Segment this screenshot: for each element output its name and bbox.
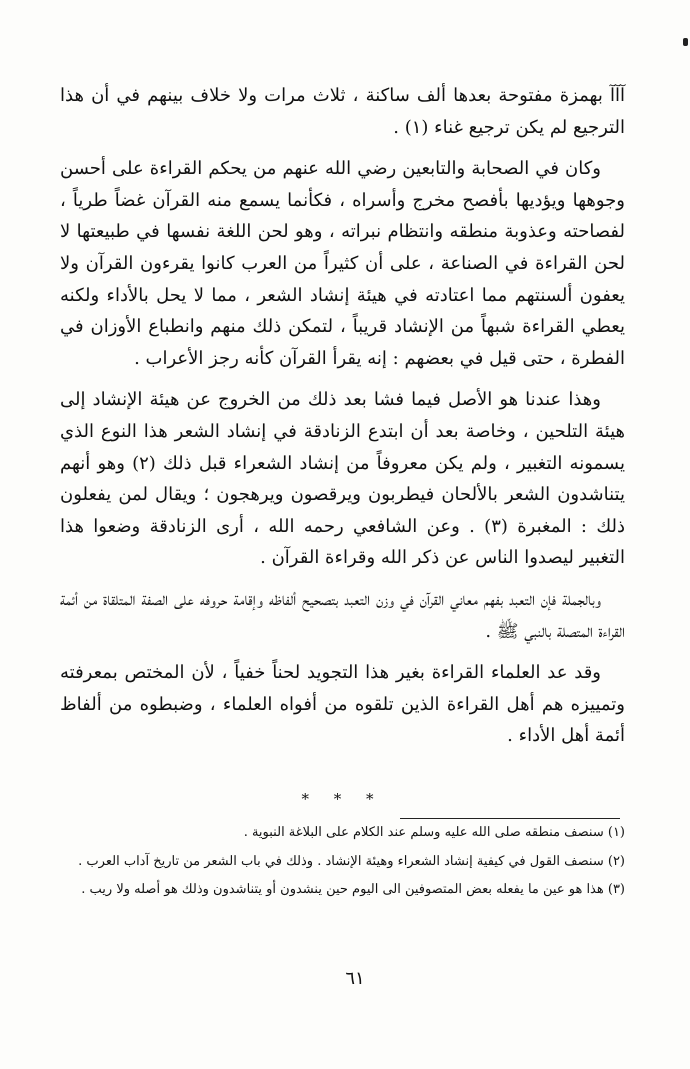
- footnote: (٣) هذا هو عين ما يفعله بعض المتصوفين الى اليوم حين ينشدون أو يتناشدون وذلك هو أصله ولا ريب .: [81, 882, 625, 897]
- paragraph: وكان في الصحابة والتابعين رضي الله عنهم من يحكم القراءة على أحسن وجوهها ويؤديها بأفصح مخرج وأسراه ، فكأنما يسمع منه القرآن غضاً طرياً ، لفصاحته وعذوبة منطقه وانتظام نبراته ، وهو لحن اللغة نفسها في طبيعتها لا لحن القراءة في الصناعة ، على أن كثيراً من العرب كانوا يقرءون القرآن ولا يعفون ألسنتهم مما اعتادته في هيئة إنشاد الشعر ، مما لا يحل بالأداء ولكنه يعطي القراءة شبهاً من الإنشاد قريباً ، لتمكن ذلك منهم وانطباع الأوزان في الفطرة ، حتى قيل في بعضهم : إنه يقرأ القرآن كأنه رجز الأعراب .: [60, 158, 625, 369]
- paragraph: وبالجملة فإن التعبد بفهم معاني القرآن في وزن التعبد بتصحيح ألفاظه وإقامة حروفه على الصفة المتلقاة من أئمة القراءة المتصلة بالنبي ﷺ .: [60, 588, 625, 642]
- footnote: (٢) سنصف القول في كيفية إنشاد الشعراء وهيئة الإنشاد . وذلك في باب الشعر من تاريخ آداب العرب .: [78, 853, 625, 869]
- footnotes: [60, 822, 625, 908]
- scan-mark: [683, 38, 688, 46]
- footnote: (١) سنصف منطقه صلى الله عليه وسلم عند الكلام على البلاغة النبوية .: [243, 825, 625, 840]
- paragraph: وقد عد العلماء القراءة بغير هذا التجويد لحناً خفياً ، لأن المختص بمعرفته وتمييزه هم أهل القراءة الذين تلقوه من أفواه العلماء ، وضبطوه من ألفاظ أئمة أهل الأداء .: [60, 662, 625, 747]
- paragraph: وهذا عندنا هو الأصل فيما فشا بعد ذلك من الخروج عن هيئة الإنشاد إلى هيئة التلحين ، وخاصة بعد أن ابتدع الزنادقة في إنشاد الشعر هذا النوع الذي يسمونه التغبير ، ولم يكن معروفاً من إنشاد الشعراء قبل ذلك (٢) وهو أنهم يتناشدون الشعر بالألحان فيطربون ويرقصون ويرهجون ؛ ويقال لمن يفعلون ذلك : المغبرة (٣) . وعن الشافعي رحمه الله ، أرى الزنادقة وضعوا هذا التغبير ليصدوا الناس عن ذكر الله وقراءة القرآن .: [60, 389, 626, 569]
- main-text: [60, 80, 625, 762]
- footnote-divider: [400, 818, 620, 819]
- page-number: ٦١: [345, 968, 365, 989]
- section-separator: * * *: [301, 790, 384, 808]
- paragraph: آآآ بهمزة مفتوحة بعدها ألف ساكنة ، ثلاث مرات ولا خلاف بينهم في أن هذا الترجيع لم يكن ترجيع غناء (١) .: [60, 85, 625, 138]
